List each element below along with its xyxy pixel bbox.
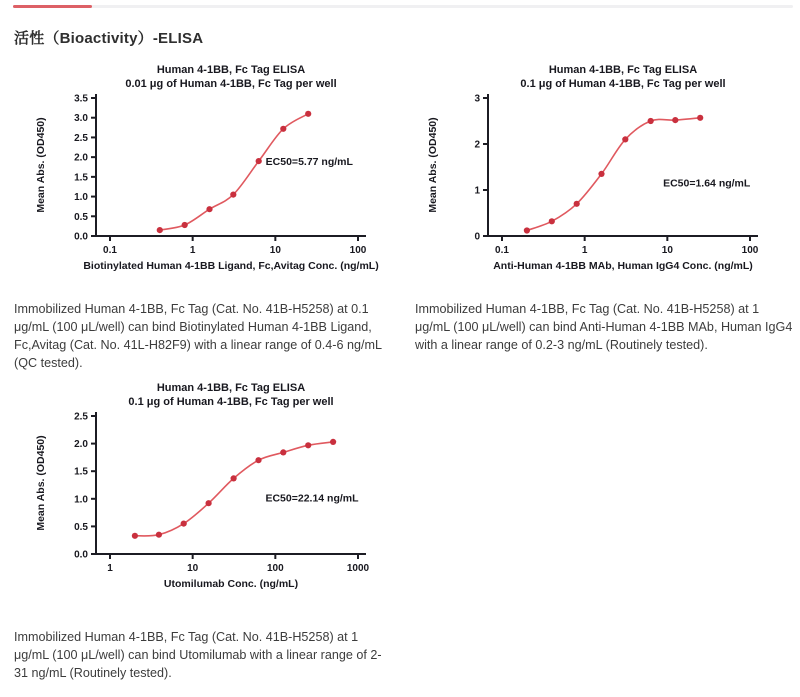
svg-text:0: 0 [474, 231, 480, 243]
svg-text:0.1 μg of Human 4-1BB, Fc Tag: 0.1 μg of Human 4-1BB, Fc Tag per well [520, 78, 726, 90]
svg-text:2: 2 [474, 139, 480, 151]
svg-text:2.0: 2.0 [74, 439, 88, 451]
page-title: 活性（Bioactivity）-ELISA [14, 30, 204, 47]
svg-text:1: 1 [474, 185, 480, 197]
svg-text:0.0: 0.0 [74, 231, 88, 243]
svg-text:2.5: 2.5 [74, 132, 88, 144]
elisa-chart-biotinylated-ligand [30, 60, 392, 280]
svg-text:1.5: 1.5 [74, 172, 88, 184]
svg-text:100: 100 [741, 245, 759, 256]
svg-text:Mean Abs. (OD450): Mean Abs. (OD450) [427, 117, 439, 213]
svg-text:10: 10 [187, 563, 199, 574]
svg-text:10: 10 [661, 245, 673, 256]
svg-text:Mean Abs. (OD450): Mean Abs. (OD450) [35, 435, 47, 531]
svg-text:Human 4-1BB, Fc Tag ELISA: Human 4-1BB, Fc Tag ELISA [156, 64, 306, 76]
tab-underline-track [13, 5, 793, 8]
elisa-chart-anti-human-mab [422, 60, 784, 280]
svg-text:Utomilumab Conc. (ng/mL): Utomilumab Conc. (ng/mL) [163, 578, 299, 590]
svg-text:2.5: 2.5 [74, 411, 88, 423]
svg-text:2.0: 2.0 [74, 152, 88, 164]
svg-text:Human 4-1BB, Fc Tag ELISA: Human 4-1BB, Fc Tag ELISA [548, 64, 698, 76]
svg-text:1: 1 [107, 563, 113, 574]
svg-text:0.01 μg of Human 4-1BB, Fc Tag: 0.01 μg of Human 4-1BB, Fc Tag per well [125, 78, 337, 90]
svg-text:100: 100 [349, 245, 367, 256]
elisa-chart-utomilumab [30, 378, 392, 598]
svg-text:0.1: 0.1 [495, 245, 509, 256]
chart-caption-utomilumab: Immobilized Human 4-1BB, Fc Tag (Cat. No. 41B-H5258) at 1 μg/mL (100 μL/well) can bind Utomilumab with a linear range of 2-31 ng/mL (Routinely tested). [14, 630, 382, 681]
svg-text:1: 1 [189, 245, 196, 256]
svg-text:Anti-Human 4-1BB MAb, Human Ig: Anti-Human 4-1BB MAb, Human IgG4 Conc. (ng/mL) [493, 260, 753, 272]
svg-text:1: 1 [581, 245, 588, 256]
svg-text:Human 4-1BB, Fc Tag ELISA: Human 4-1BB, Fc Tag ELISA [156, 382, 306, 394]
svg-text:1.5: 1.5 [74, 466, 88, 478]
svg-text:0.1: 0.1 [103, 245, 117, 256]
svg-text:1000: 1000 [346, 563, 370, 574]
svg-text:10: 10 [269, 245, 281, 256]
svg-text:3.5: 3.5 [74, 93, 88, 105]
svg-text:3: 3 [474, 93, 480, 105]
active-tab-indicator [13, 5, 92, 8]
svg-text:Biotinylated Human 4-1BB Ligan: Biotinylated Human 4-1BB Ligand, Fc,Avitag Conc. (ng/mL) [83, 260, 379, 272]
svg-text:Mean Abs. (OD450): Mean Abs. (OD450) [35, 117, 47, 213]
chart-caption-anti-human-mab: Immobilized Human 4-1BB, Fc Tag (Cat. No. 41B-H5258) at 1 μg/mL (100 μL/well) can bind Anti-Human 4-1BB MAb, Human IgG4 with a linear range of 0.2-3 ng/mL (Routinely tested). [415, 302, 793, 353]
svg-text:1.0: 1.0 [74, 192, 88, 204]
svg-text:EC50=22.14 ng/mL: EC50=22.14 ng/mL [265, 492, 359, 505]
svg-text:0.0: 0.0 [74, 549, 88, 561]
svg-text:0.1 μg of Human 4-1BB, Fc Tag: 0.1 μg of Human 4-1BB, Fc Tag per well [128, 396, 334, 408]
svg-text:100: 100 [266, 563, 284, 574]
svg-text:EC50=5.77 ng/mL: EC50=5.77 ng/mL [265, 156, 353, 168]
svg-text:EC50=1.64 ng/mL: EC50=1.64 ng/mL [663, 177, 751, 190]
svg-text:0.5: 0.5 [74, 521, 88, 533]
chart-caption-biotinylated-ligand: Immobilized Human 4-1BB, Fc Tag (Cat. No. 41B-H5258) at 0.1 μg/mL (100 μL/well) can bind Biotinylated Human 4-1BB Ligand, Fc,Avitag (Cat. No. 41L-H82F9) with a linear range of 0.4-6 ng/mL (QC tested). [14, 302, 382, 371]
svg-text:0.5: 0.5 [74, 211, 88, 223]
svg-text:3.0: 3.0 [74, 113, 88, 125]
svg-text:1.0: 1.0 [74, 494, 88, 506]
